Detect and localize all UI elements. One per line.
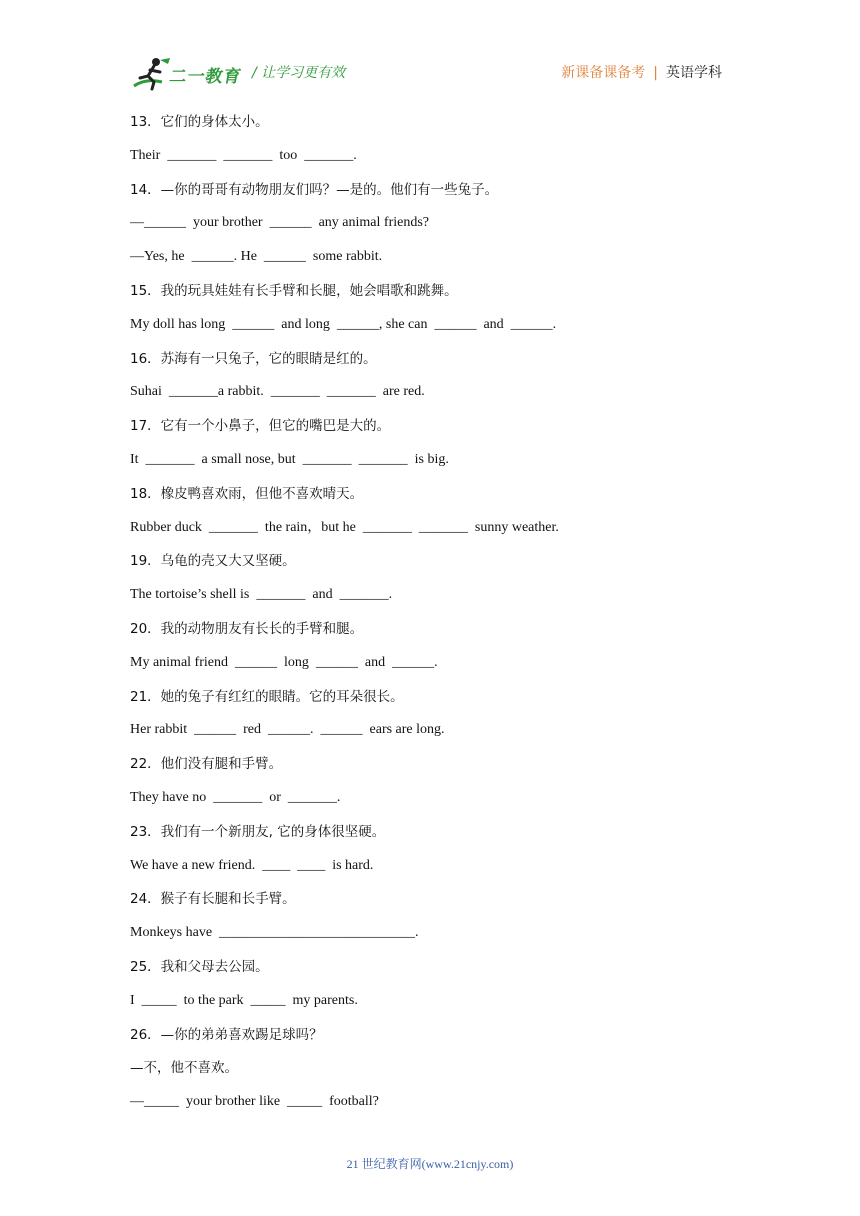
question-15-prompt: 15．我的玩具娃娃有长手臂和长腿，她会唱歌和跳舞。	[130, 282, 458, 299]
question-19-prompt: 19．乌龟的壳又大又坚硬。	[130, 553, 296, 570]
question-24-prompt: 24．猴子有长腿和长手臂。	[130, 891, 296, 908]
runner-logo-icon	[132, 56, 172, 92]
logo-text: 二一教育	[167, 67, 244, 87]
slogan: / 让学习更有效	[252, 65, 346, 81]
header-subject-label: 英语学科	[666, 65, 722, 81]
header-subject	[561, 62, 722, 82]
question-17-answer: It _______ a small nose, but _______ _______ is big.	[130, 451, 449, 467]
question-20-prompt: 20．我的动物朋友有长长的手臂和腿。	[130, 620, 364, 637]
question-13-prompt: 13．它们的身体太小。	[130, 114, 269, 130]
header-course-label: 新课备课备考	[561, 65, 646, 81]
question-26-prompt: 26．—你的弟弟喜欢踢足球吗？	[130, 1026, 323, 1043]
question-18-prompt: 18．橡皮鸭喜欢雨，但他不喜欢晴天。	[130, 485, 364, 502]
logo	[132, 56, 252, 92]
question-22-answer: They have no _______ or _______.	[130, 789, 341, 805]
question-23-prompt: 23．我们有一个新朋友, 它的身体很坚硬。	[130, 823, 386, 840]
header-separator: |	[653, 65, 658, 81]
question-15-answer: My doll has long ______ and long ______, she can ______ and ______.	[130, 316, 557, 332]
question-26-answer: —_____ your brother like _____ football?	[130, 1094, 379, 1110]
question-14-prompt: 14．—你的哥哥有动物朋友们吗？—是的。他们有一些兔子。	[130, 181, 499, 198]
question-23-answer: We have a new friend. ____ ____ is hard.	[130, 857, 374, 873]
question-25-answer: I _____ to the park _____ my parents.	[130, 992, 358, 1008]
page-header	[0, 0, 860, 100]
question-14-answer-1: —______ your brother ______ any animal friends?	[130, 215, 429, 231]
question-13-answer: Their _______ _______ too _______.	[130, 147, 357, 163]
question-21-answer: Her rabbit ______ red ______. ______ ears are long.	[130, 722, 445, 738]
page-footer: 21 世纪教育网(www.21cnjy.com)	[346, 1157, 514, 1171]
question-14-answer-2: —Yes, he ______. He ______ some rabbit.	[130, 249, 383, 265]
exercise-list	[130, 111, 730, 1125]
question-18-answer: Rubber duck _______ the rain，but he _______ _______ sunny weather.	[130, 519, 559, 535]
question-16-prompt: 16．苏海有一只兔子，它的眼睛是红的。	[130, 350, 377, 367]
question-21-prompt: 21．她的兔子有红红的眼睛。它的耳朵很长。	[130, 688, 404, 705]
question-17-prompt: 17．它有一个小鼻子，但它的嘴巴是大的。	[130, 418, 391, 435]
question-26-reply: —不，他不喜欢。	[130, 1060, 238, 1077]
question-24-answer: Monkeys have ____________________________.	[130, 925, 419, 941]
question-16-answer: Suhai _______a rabbit. _______ _______ are red.	[130, 384, 425, 400]
question-19-answer: The tortoise’s shell is _______ and _______.	[130, 587, 393, 603]
question-25-prompt: 25．我和父母去公园。	[130, 958, 269, 975]
question-22-prompt: 22．他们没有腿和手臂。	[130, 756, 283, 773]
question-20-answer: My animal friend ______ long ______ and ______.	[130, 654, 438, 670]
